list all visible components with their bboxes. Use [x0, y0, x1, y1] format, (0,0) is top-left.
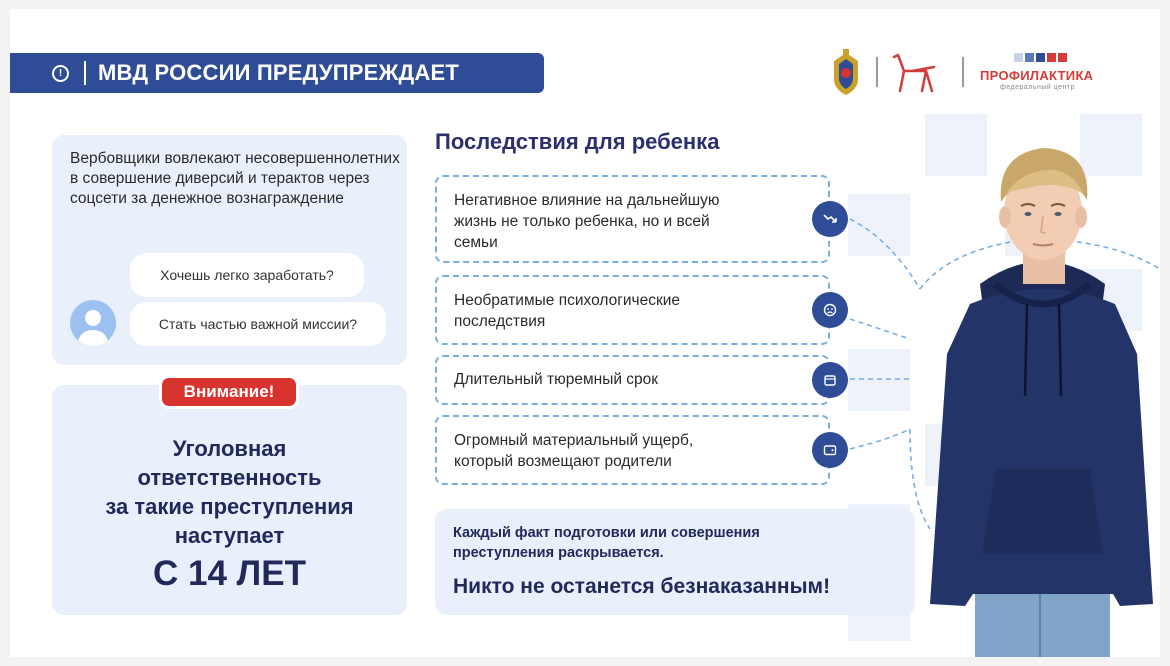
consequence-line: Негативное влияние на дальнейшую — [454, 192, 720, 209]
consequence-item — [435, 175, 830, 263]
consequence-line: который возмещают родители — [454, 453, 672, 470]
consequences-title: Последствия для ребенка — [435, 129, 720, 154]
wallet-icon — [812, 432, 848, 468]
liability-line: Уголовная — [172, 436, 287, 461]
consequence-line: Необратимые психологические — [454, 292, 681, 309]
logo-divider — [876, 57, 878, 87]
consequence-item — [435, 275, 830, 345]
slide — [10, 9, 1160, 657]
bottom-slogan: Никто не останется безнаказанным! — [453, 575, 831, 598]
consequence-text — [454, 290, 680, 332]
info-circle-icon: ! — [52, 65, 69, 82]
consequence-item — [435, 415, 830, 485]
mvd-emblem-icon — [828, 49, 864, 97]
consequence-text — [454, 190, 720, 253]
logo-divider — [962, 57, 964, 87]
header-divider — [84, 61, 86, 85]
consequence-text — [454, 430, 693, 472]
chair-logo-icon — [892, 53, 938, 93]
consequence-item — [435, 355, 830, 405]
recruit-card — [52, 135, 407, 365]
person-avatar-icon — [70, 300, 116, 346]
bottom-note-line: преступления раскрывается. — [453, 545, 664, 561]
consequence-line: жизнь не только ребенка, но и всей — [454, 213, 710, 230]
calendar-icon — [812, 362, 848, 398]
prof-logo-subtitle: федеральный центр — [1000, 84, 1076, 91]
age-text: С 14 ЛЕТ — [153, 554, 306, 593]
attention-badge: Внимание! — [159, 375, 299, 409]
logo-row — [820, 49, 1120, 99]
consequence-line: Огромный материальный ущерб, — [454, 432, 694, 449]
chat-bubble: Стать частью важной миссии? — [130, 302, 386, 346]
trend-down-icon — [812, 201, 848, 237]
prof-logo-title: ПРОФИЛАКТИКА — [980, 68, 1094, 83]
bottom-note — [453, 523, 760, 563]
teen-photo — [925, 134, 1160, 657]
consequence-line: семьи — [454, 234, 498, 251]
bottom-note-line: Каждый факт подготовки или совершения — [453, 525, 760, 541]
recruit-text: Вербовщики вовлекают несовершеннолетних в совершение диверсий и терактов через соцсети за денежное вознаграждение — [70, 150, 400, 207]
liability-line: наступает — [174, 523, 285, 548]
page-title: МВД РОССИИ ПРЕДУПРЕЖДАЕТ — [98, 60, 460, 85]
criminal-liability-text — [52, 434, 407, 550]
consequence-text: Длительный тюремный срок — [454, 371, 659, 388]
sad-face-icon — [812, 292, 848, 328]
liability-line: ответственность — [137, 465, 322, 490]
header-band — [10, 53, 544, 93]
liability-line: за такие преступления — [105, 494, 354, 519]
bottom-card — [435, 509, 915, 615]
chat-bubble: Хочешь легко заработать? — [130, 253, 364, 297]
consequence-line: последствия — [454, 313, 546, 330]
prof-logo-bars — [1014, 53, 1067, 62]
